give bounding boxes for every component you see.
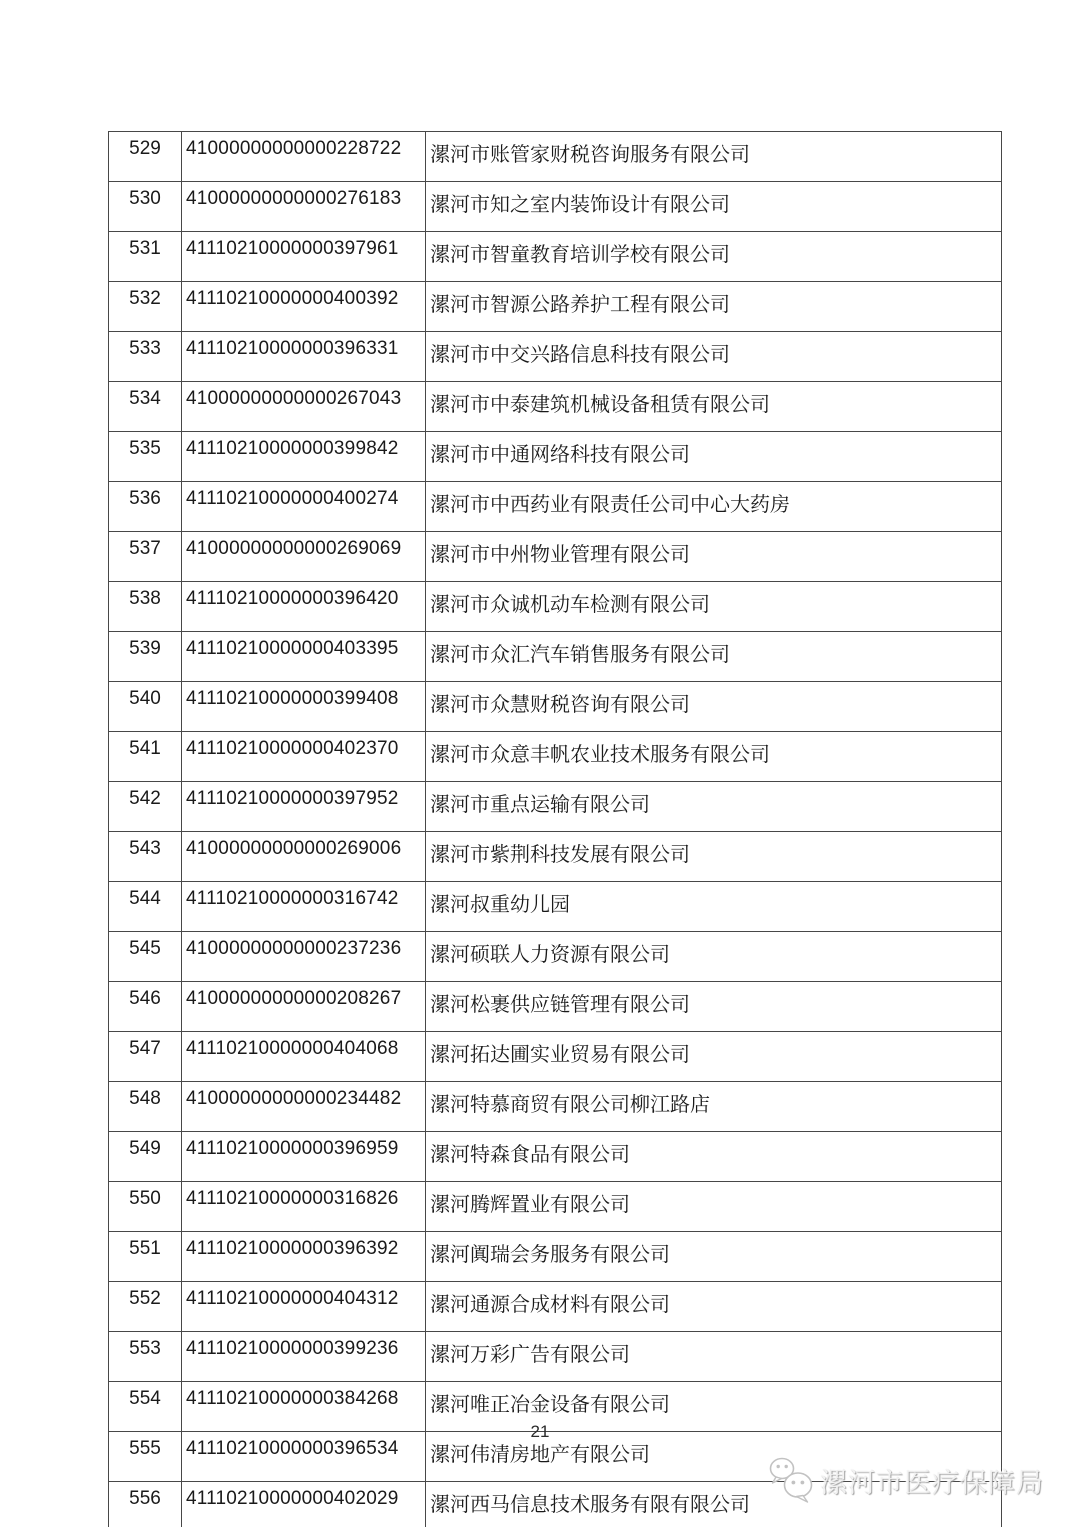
unit-id: 41110210000000404312 xyxy=(182,1282,426,1332)
table-row xyxy=(109,1332,1002,1382)
unit-id: 41000000000000276183 xyxy=(182,182,426,232)
unit-id: 41110210000000396331 xyxy=(182,332,426,382)
table-row xyxy=(109,632,1002,682)
unit-id: 41110210000000397952 xyxy=(182,782,426,832)
institution-table xyxy=(108,131,1002,1527)
table-row xyxy=(109,1082,1002,1132)
row-number: 534 xyxy=(109,382,182,432)
unit-name: 漯河市智源公路养护工程有限公司 xyxy=(426,282,1002,332)
row-number: 543 xyxy=(109,832,182,882)
unit-name: 漯河拓达圃实业贸易有限公司 xyxy=(426,1032,1002,1082)
unit-name: 漯河叔重幼儿园 xyxy=(426,882,1002,932)
table-body xyxy=(109,132,1002,1527)
unit-id: 41110210000000396420 xyxy=(182,582,426,632)
table-row xyxy=(109,582,1002,632)
table-row xyxy=(109,282,1002,332)
unit-id: 41110210000000397961 xyxy=(182,232,426,282)
unit-name: 漯河市智童教育培训学校有限公司 xyxy=(426,232,1002,282)
table-row xyxy=(109,882,1002,932)
table-row xyxy=(109,182,1002,232)
unit-name: 漯河特森食品有限公司 xyxy=(426,1132,1002,1182)
row-number: 552 xyxy=(109,1282,182,1332)
row-number: 544 xyxy=(109,882,182,932)
unit-name: 漯河通源合成材料有限公司 xyxy=(426,1282,1002,1332)
unit-name: 漯河特慕商贸有限公司柳江路店 xyxy=(426,1082,1002,1132)
row-number: 531 xyxy=(109,232,182,282)
unit-id: 41110210000000404068 xyxy=(182,1032,426,1082)
table-row xyxy=(109,782,1002,832)
row-number: 538 xyxy=(109,582,182,632)
unit-name: 漯河市紫荆科技发展有限公司 xyxy=(426,832,1002,882)
unit-id: 41110210000000399236 xyxy=(182,1332,426,1382)
unit-name: 漯河市中州物业管理有限公司 xyxy=(426,532,1002,582)
unit-id: 41000000000000267043 xyxy=(182,382,426,432)
table-row xyxy=(109,432,1002,482)
unit-id: 41110210000000402370 xyxy=(182,732,426,782)
unit-name: 漯河市知之室内装饰设计有限公司 xyxy=(426,182,1002,232)
unit-id: 41110210000000396392 xyxy=(182,1232,426,1282)
row-number: 537 xyxy=(109,532,182,582)
unit-id: 41110210000000316826 xyxy=(182,1182,426,1232)
unit-name: 漯河市中通网络科技有限公司 xyxy=(426,432,1002,482)
row-number: 546 xyxy=(109,982,182,1032)
watermark xyxy=(768,1455,1044,1505)
unit-id: 41110210000000402029 xyxy=(182,1482,426,1527)
table-row xyxy=(109,132,1002,182)
row-number: 550 xyxy=(109,1182,182,1232)
unit-name: 漯河阗瑞会务服务有限公司 xyxy=(426,1232,1002,1282)
row-number: 555 xyxy=(109,1432,182,1482)
table-row xyxy=(109,332,1002,382)
row-number: 548 xyxy=(109,1082,182,1132)
unit-id: 41110210000000384268 xyxy=(182,1382,426,1432)
unit-name: 漯河市众汇汽车销售服务有限公司 xyxy=(426,632,1002,682)
unit-name: 漯河市众诚机动车检测有限公司 xyxy=(426,582,1002,632)
unit-name: 漯河市中泰建筑机械设备租赁有限公司 xyxy=(426,382,1002,432)
unit-name: 漯河市众意丰帆农业技术服务有限公司 xyxy=(426,732,1002,782)
unit-id: 41110210000000403395 xyxy=(182,632,426,682)
unit-id: 41110210000000396959 xyxy=(182,1132,426,1182)
table-row xyxy=(109,1282,1002,1332)
unit-name: 漯河硕联人力资源有限公司 xyxy=(426,932,1002,982)
unit-id: 41110210000000400274 xyxy=(182,482,426,532)
row-number: 533 xyxy=(109,332,182,382)
row-number: 545 xyxy=(109,932,182,982)
row-number: 556 xyxy=(109,1482,182,1527)
table-row xyxy=(109,482,1002,532)
row-number: 532 xyxy=(109,282,182,332)
watermark-text: 漯河市医疗保障局 xyxy=(820,1467,1044,1498)
unit-id: 41000000000000269006 xyxy=(182,832,426,882)
row-number: 539 xyxy=(109,632,182,682)
unit-name: 漯河市众慧财税咨询有限公司 xyxy=(426,682,1002,732)
table-row xyxy=(109,1182,1002,1232)
table-row xyxy=(109,232,1002,282)
table-row xyxy=(109,382,1002,432)
page-number: 21 xyxy=(530,1422,550,1441)
table-row xyxy=(109,832,1002,882)
row-number: 551 xyxy=(109,1232,182,1282)
unit-name: 漯河伟清房地产有限公司 xyxy=(426,1432,1002,1482)
row-number: 549 xyxy=(109,1132,182,1182)
unit-name: 漯河西马信息技术服务有限有限公司 xyxy=(426,1482,1002,1527)
row-number: 541 xyxy=(109,732,182,782)
table-row xyxy=(109,732,1002,782)
row-number: 553 xyxy=(109,1332,182,1382)
unit-name: 漯河唯正冶金设备有限公司 xyxy=(426,1382,1002,1432)
unit-name: 漯河腾辉置业有限公司 xyxy=(426,1182,1002,1232)
unit-name: 漯河市账管家财税咨询服务有限公司 xyxy=(426,132,1002,182)
table-row xyxy=(109,932,1002,982)
row-number: 535 xyxy=(109,432,182,482)
row-number: 554 xyxy=(109,1382,182,1432)
table-row xyxy=(109,1032,1002,1082)
table-row xyxy=(109,682,1002,732)
row-number: 540 xyxy=(109,682,182,732)
row-number: 529 xyxy=(109,132,182,182)
unit-name: 漯河市中交兴路信息科技有限公司 xyxy=(426,332,1002,382)
unit-id: 41000000000000228722 xyxy=(182,132,426,182)
row-number: 547 xyxy=(109,1032,182,1082)
unit-id: 41110210000000400392 xyxy=(182,282,426,332)
wechat-icon xyxy=(768,1455,814,1505)
unit-id: 41110210000000399408 xyxy=(182,682,426,732)
unit-id: 41000000000000237236 xyxy=(182,932,426,982)
unit-id: 41110210000000316742 xyxy=(182,882,426,932)
table-row xyxy=(109,982,1002,1032)
unit-id: 41000000000000234482 xyxy=(182,1082,426,1132)
unit-name: 漯河万彩广告有限公司 xyxy=(426,1332,1002,1382)
row-number: 530 xyxy=(109,182,182,232)
row-number: 542 xyxy=(109,782,182,832)
unit-name: 漯河市重点运输有限公司 xyxy=(426,782,1002,832)
unit-name: 漯河松裹供应链管理有限公司 xyxy=(426,982,1002,1032)
unit-id: 41000000000000208267 xyxy=(182,982,426,1032)
table-row xyxy=(109,532,1002,582)
unit-name: 漯河市中西药业有限责任公司中心大药房 xyxy=(426,482,1002,532)
unit-id: 41110210000000399842 xyxy=(182,432,426,482)
table-row xyxy=(109,1132,1002,1182)
row-number: 536 xyxy=(109,482,182,532)
unit-id: 41000000000000269069 xyxy=(182,532,426,582)
table-row xyxy=(109,1232,1002,1282)
unit-id: 41110210000000396534 xyxy=(182,1432,426,1482)
